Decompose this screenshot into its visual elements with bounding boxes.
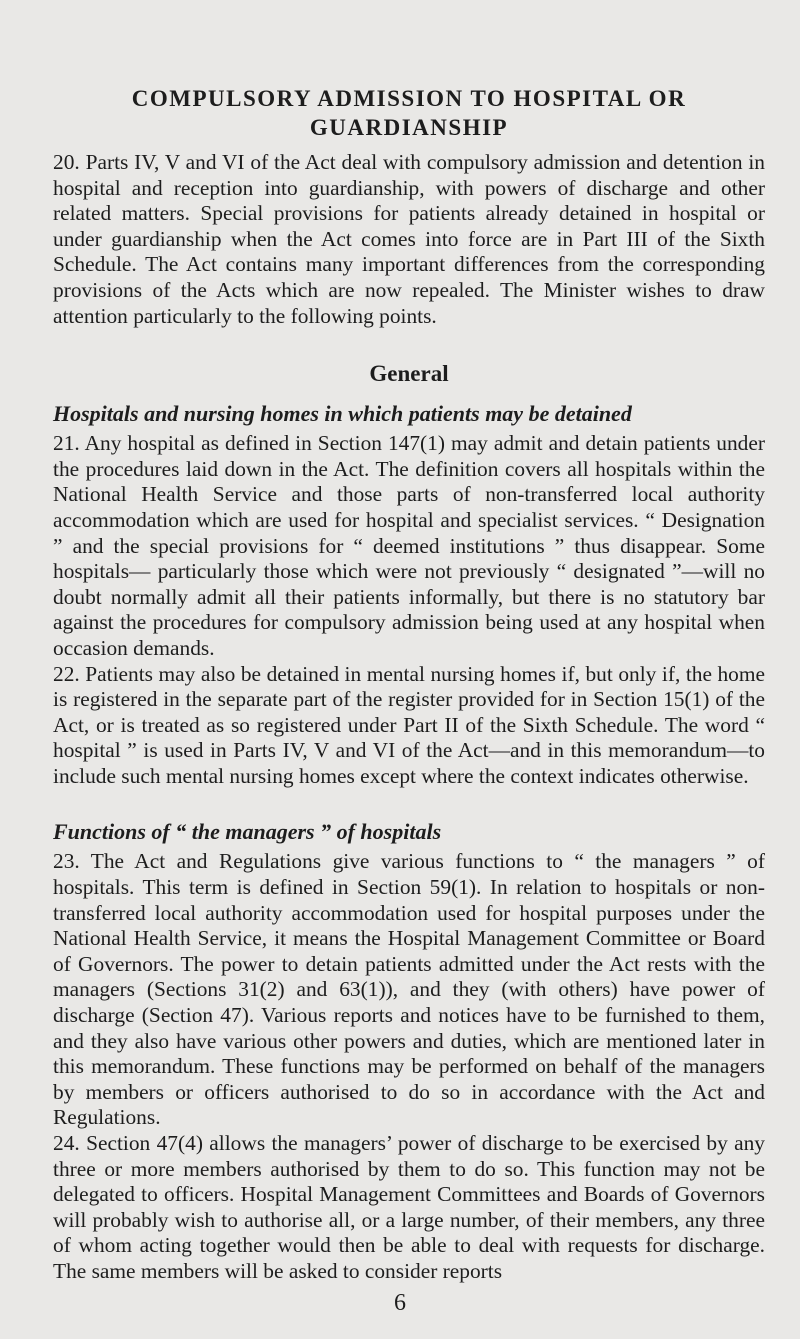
paragraph-21: 21. Any hospital as defined in Section 147(1) may admit and detain patients under the procedures laid down in the Act. The definition covers all hospitals within the National Health Service and those parts of non-transferred local authority accommodation which are used for hospital and specialist services. “ Designation ” and the special provisions for “ deemed institutions ” thus disappear. Some hospitals— particularly those which were not previously “ designated ”—will no doubt normally admit all their patients informally, but there is no statutory bar against the procedures for compulsory admission being used at any hospital when occasion demands. [53, 431, 765, 660]
title-line-1: COMPULSORY ADMISSION TO HOSPITAL OR [131, 86, 687, 111]
paragraph-23: 23. The Act and Regulations give various functions to “ the managers ” of hospitals. This term is defined in Section 59(1). In relation to hospitals or non-transferred local authority accommodation used for hospital purposes under the National Health Service, it means the Hospital Management Committee or Board of Governors. The power to detain patients admitted under the Act rests with the managers (Sections 31(2) and 63(1)), and they (with others) have power of discharge (Section 47). Various reports and notices have to be furnished to them, and they also have various other powers and duties, which are mentioned later in this memorandum. These functions may be performed on behalf of the managers by members or officers authorised to do so in accordance with the Act and Regulations. [53, 849, 765, 1130]
subheading-functions-managers: Functions of “ the managers ” of hospitals [53, 819, 442, 845]
page-number: 6 [394, 1290, 406, 1316]
document-page [53, 84, 765, 1285]
paragraph-22: 22. Patients may also be detained in mental nursing homes if, but only if, the home is registered in the separate part of the register provided for in Section 15(1) of the Act, or is treated as so registered under Part II of the Sixth Schedule. The word “ hospital ” is used in Parts IV, V and VI of the Act—and in this memorandum—to include such mental nursing homes except where the context indicates otherwise. [53, 661, 765, 788]
document-title [53, 84, 765, 142]
subheading-hospitals-nursing-homes: Hospitals and nursing homes in which patients may be detained [53, 401, 632, 427]
paragraph-20: 20. Parts IV, V and VI of the Act deal with compulsory admission and detention in hospital and reception into guardianship, with powers of discharge and other related matters. Special provisions for patients already detained in hospital or under guardianship when the Act comes into force are in Part III of the Sixth Schedule. The Act contains many important differences from the corresponding provisions of the Acts which are now repealed. The Minister wishes to draw attention particularly to the following points. [53, 150, 765, 328]
title-line-2: GUARDIANSHIP [309, 115, 509, 140]
paragraph-24: 24. Section 47(4) allows the managers’ power of discharge to be exercised by any three or more members authorised by them to do so. This function may not be delegated to officers. Hospital Management Committees and Boards of Governors will probably wish to authorise all, or a large number, of their members, any three of whom acting together would then be able to deal with requests for discharge. The same members will be asked to consider reports [53, 1131, 765, 1283]
section-heading-general: General [369, 361, 449, 387]
